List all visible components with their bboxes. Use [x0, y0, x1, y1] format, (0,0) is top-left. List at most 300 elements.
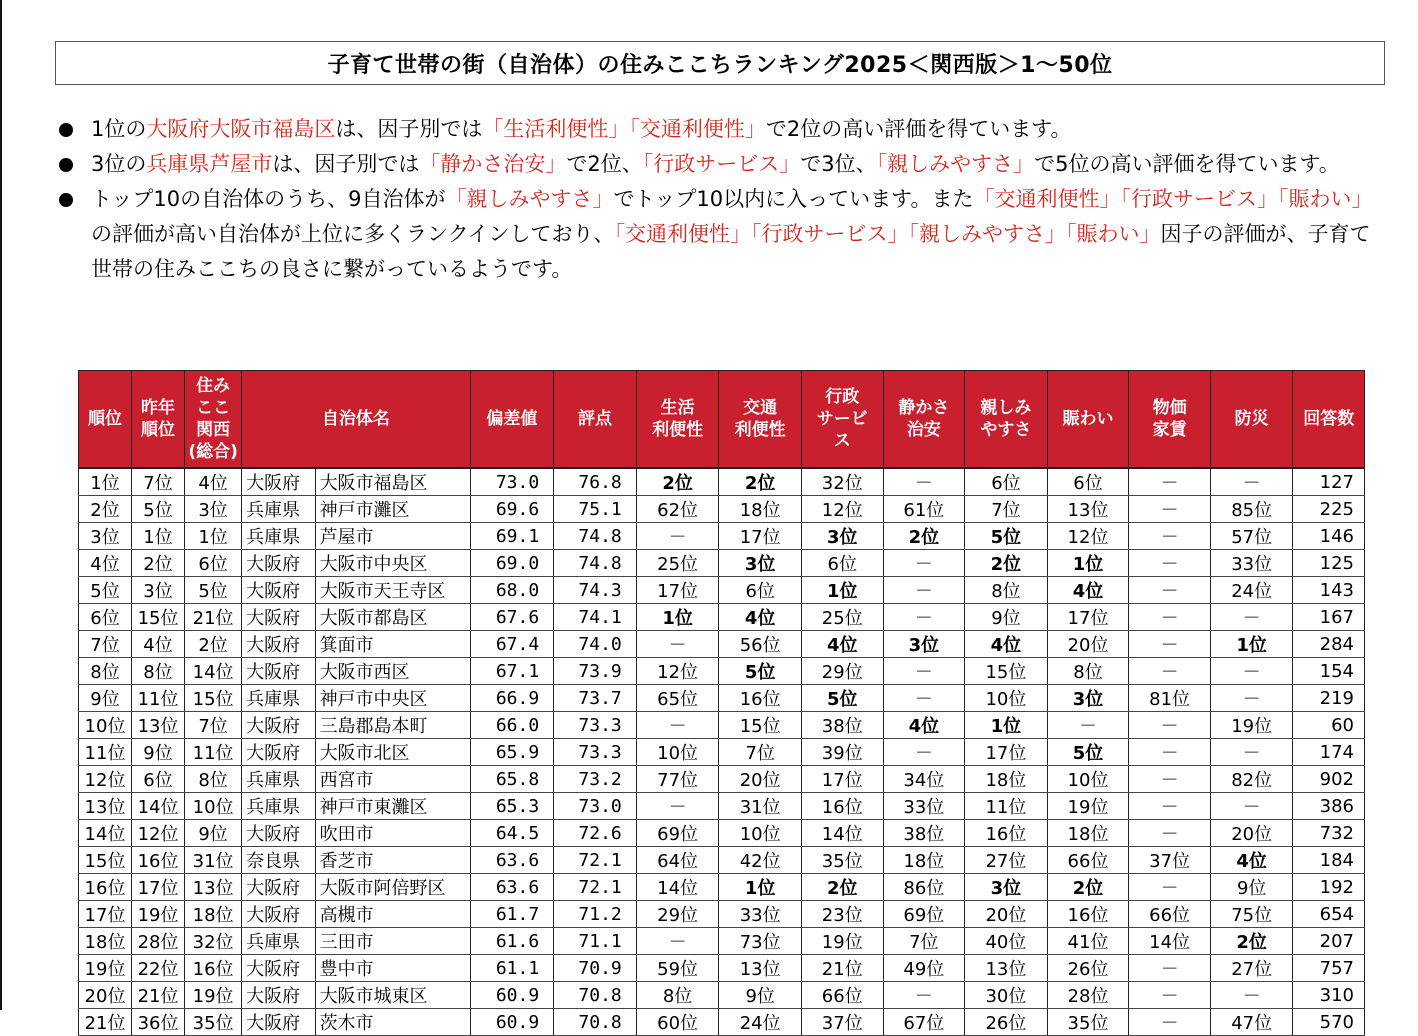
table-cell: 74.3	[554, 577, 637, 604]
table-cell: 17位	[636, 577, 719, 604]
table-cell: 284	[1293, 631, 1365, 658]
table-cell: 67.4	[470, 631, 554, 658]
table-cell: －	[1210, 658, 1293, 685]
table-cell: －	[1129, 766, 1211, 793]
table-row	[79, 847, 1365, 874]
table-header	[79, 371, 1365, 469]
bullet-text: の評価が高い自治体が上位に多くランクインしており、	[91, 222, 615, 246]
table-cell: 192	[1293, 874, 1365, 901]
table-cell: 757	[1293, 955, 1365, 982]
table-cell: 2位	[965, 550, 1048, 577]
table-cell: 62位	[636, 496, 719, 523]
table-cell: 60.9	[470, 982, 554, 1009]
table-cell: 茨木市	[315, 1009, 470, 1036]
table-cell: 167	[1293, 604, 1365, 631]
table-cell: 25位	[636, 550, 719, 577]
table-cell: －	[1210, 982, 1293, 1009]
table-cell: 37位	[801, 1009, 883, 1036]
table-cell: 76.8	[554, 468, 637, 496]
table-cell: 大阪府	[242, 874, 315, 901]
table-cell: －	[883, 577, 965, 604]
table-cell: 19位	[79, 955, 132, 982]
bullet-text: 3位の	[91, 152, 147, 176]
table-cell: 32位	[801, 468, 883, 496]
table-cell: 兵庫県	[242, 523, 315, 550]
table-cell: 1位	[1047, 550, 1129, 577]
table-cell: 15位	[185, 685, 242, 712]
table-cell: －	[1129, 793, 1211, 820]
table-cell: 67.6	[470, 604, 554, 631]
table-cell: －	[1129, 712, 1211, 739]
table-row	[79, 766, 1365, 793]
column-header: 行政 サービ ス	[801, 371, 883, 469]
table-cell: 61位	[883, 496, 965, 523]
table-row	[79, 820, 1365, 847]
table-cell: 4位	[132, 631, 185, 658]
table-cell: 大阪市阿倍野区	[315, 874, 470, 901]
table-cell: 3位	[883, 631, 965, 658]
table-cell: 69.1	[470, 523, 554, 550]
table-cell: －	[636, 928, 719, 955]
table-cell: 16位	[132, 847, 185, 874]
table-cell: 72.1	[554, 847, 637, 874]
table-cell: 74.1	[554, 604, 637, 631]
table-row	[79, 577, 1365, 604]
table-cell: 73.0	[470, 468, 554, 496]
bullet-text: 因子の評価が、子育て世帯の住みここちの良さに繋がっているようです。	[91, 222, 1371, 281]
bullet-dot-icon	[59, 158, 73, 172]
table-cell: 13位	[1047, 496, 1129, 523]
table-cell: 2位	[1047, 874, 1129, 901]
table-row	[79, 712, 1365, 739]
table-cell: 大阪市都島区	[315, 604, 470, 631]
table-cell: 大阪府	[242, 820, 315, 847]
table-cell: 63.6	[470, 874, 554, 901]
table-cell: －	[1129, 496, 1211, 523]
table-row	[79, 739, 1365, 766]
column-header: 昨年 順位	[132, 371, 185, 469]
table-cell: 16位	[1047, 901, 1129, 928]
table-cell: 6位	[185, 550, 242, 577]
table-cell: 20位	[1047, 631, 1129, 658]
table-cell: 2位	[636, 468, 719, 496]
table-cell: 大阪府	[242, 1009, 315, 1036]
column-header: 賑わい	[1047, 371, 1129, 469]
table-cell: －	[1129, 631, 1211, 658]
table-cell: 神戸市灘区	[315, 496, 470, 523]
table-cell: 38位	[883, 820, 965, 847]
table-cell: 大阪市中央区	[315, 550, 470, 577]
table-cell: 35位	[185, 1009, 242, 1036]
highlight-text: 「生活利便性」「交通利便性」	[482, 117, 766, 141]
table-cell: 7位	[719, 739, 802, 766]
table-cell: －	[883, 604, 965, 631]
column-header: 静かさ 治安	[883, 371, 965, 469]
table-cell: 9位	[719, 982, 802, 1009]
table-cell: 香芝市	[315, 847, 470, 874]
table-cell: 6位	[719, 577, 802, 604]
table-row	[79, 901, 1365, 928]
table-cell: －	[883, 739, 965, 766]
table-cell: 6位	[79, 604, 132, 631]
table-cell: 16位	[185, 955, 242, 982]
table-cell: －	[1210, 604, 1293, 631]
table-cell: 3位	[965, 874, 1048, 901]
table-cell: 61.7	[470, 901, 554, 928]
table-cell: 26位	[965, 1009, 1048, 1036]
table-cell: 21位	[801, 955, 883, 982]
table-cell: 310	[1293, 982, 1365, 1009]
table-cell: 25位	[801, 604, 883, 631]
table-cell: 4位	[79, 550, 132, 577]
table-cell: 65.9	[470, 739, 554, 766]
table-cell: －	[1129, 468, 1211, 496]
table-cell: 40位	[965, 928, 1048, 955]
table-cell: 1位	[132, 523, 185, 550]
table-cell: 902	[1293, 766, 1365, 793]
table-cell: 20位	[1210, 820, 1293, 847]
bullet-text: で5位の高い評価を得ています。	[1034, 152, 1340, 176]
column-header: 回答数	[1293, 371, 1365, 469]
highlight-text: 「交通利便性」「行政サービス」「親しみやすさ」「賑わい」	[614, 222, 1161, 246]
highlight-text: 大阪府大阪市福島区	[146, 117, 336, 141]
table-cell: 4位	[719, 604, 802, 631]
table-cell: 60	[1293, 712, 1365, 739]
table-cell: 豊中市	[315, 955, 470, 982]
table-row	[79, 955, 1365, 982]
table-cell: 33位	[719, 901, 802, 928]
table-cell: 17位	[132, 874, 185, 901]
table-cell: 9位	[185, 820, 242, 847]
table-cell: 13位	[719, 955, 802, 982]
bullet-item	[55, 182, 1375, 287]
table-cell: 18位	[79, 928, 132, 955]
table-cell: 17位	[719, 523, 802, 550]
table-cell: 66.0	[470, 712, 554, 739]
table-cell: 732	[1293, 820, 1365, 847]
table-cell: 31位	[719, 793, 802, 820]
table-cell: 654	[1293, 901, 1365, 928]
table-cell: 3位	[79, 523, 132, 550]
table-cell: 35位	[1047, 1009, 1129, 1036]
table-cell: 3位	[185, 496, 242, 523]
table-cell: 兵庫県	[242, 685, 315, 712]
table-cell: 11位	[185, 739, 242, 766]
table-cell: 19位	[185, 982, 242, 1009]
bullet-item	[55, 112, 1375, 147]
table-cell: 西宮市	[315, 766, 470, 793]
table-cell: 4位	[801, 631, 883, 658]
table-cell: 27位	[1210, 955, 1293, 982]
table-cell: －	[1210, 685, 1293, 712]
table-cell: 7位	[79, 631, 132, 658]
table-cell: －	[883, 550, 965, 577]
table-cell: 10位	[965, 685, 1048, 712]
table-cell: 2位	[801, 874, 883, 901]
table-cell: －	[1210, 468, 1293, 496]
table-cell: 9位	[965, 604, 1048, 631]
table-cell: 31位	[185, 847, 242, 874]
table-cell: 21位	[79, 1009, 132, 1036]
bullet-dot-icon	[59, 123, 73, 137]
table-cell: 18位	[185, 901, 242, 928]
table-cell: 10位	[719, 820, 802, 847]
table-cell: 19位	[1047, 793, 1129, 820]
column-header: 評点	[554, 371, 637, 469]
table-cell: 6位	[1047, 468, 1129, 496]
table-cell: 61.1	[470, 955, 554, 982]
table-cell: 大阪市北区	[315, 739, 470, 766]
table-cell: 4位	[1210, 847, 1293, 874]
table-cell: 5位	[719, 658, 802, 685]
table-cell: －	[1129, 523, 1211, 550]
table-cell: 64.5	[470, 820, 554, 847]
table-cell: 29位	[801, 658, 883, 685]
table-cell: －	[883, 685, 965, 712]
table-cell: －	[883, 468, 965, 496]
table-cell: 16位	[801, 793, 883, 820]
table-cell: －	[1129, 820, 1211, 847]
table-cell: 8位	[1047, 658, 1129, 685]
table-cell: 69位	[883, 901, 965, 928]
table-cell: 高槻市	[315, 901, 470, 928]
table-row	[79, 604, 1365, 631]
table-cell: 20位	[79, 982, 132, 1009]
table-cell: 8位	[132, 658, 185, 685]
table-cell: 41位	[1047, 928, 1129, 955]
table-cell: 5位	[1047, 739, 1129, 766]
table-cell: 61.6	[470, 928, 554, 955]
table-cell: 2位	[719, 468, 802, 496]
table-cell: 33位	[1210, 550, 1293, 577]
table-cell: －	[1129, 604, 1211, 631]
bullet-text: で2位、	[566, 152, 643, 176]
table-row	[79, 468, 1365, 496]
table-cell: 65.8	[470, 766, 554, 793]
table-cell: 8位	[965, 577, 1048, 604]
table-cell: 57位	[1210, 523, 1293, 550]
table-cell: 125	[1293, 550, 1365, 577]
table-cell: 神戸市東灘区	[315, 793, 470, 820]
table-cell: 14位	[1129, 928, 1211, 955]
bullet-item	[55, 147, 1375, 182]
table-cell: －	[636, 712, 719, 739]
table-cell: 86位	[883, 874, 965, 901]
table-cell: 芦屋市	[315, 523, 470, 550]
table-cell: 75位	[1210, 901, 1293, 928]
table-cell: 19位	[132, 901, 185, 928]
table-cell: 14位	[132, 793, 185, 820]
table-cell: 74.8	[554, 523, 637, 550]
table-row	[79, 928, 1365, 955]
column-header: 親しみ やすさ	[965, 371, 1048, 469]
bullet-text: でトップ10以内に入っています。また	[613, 187, 974, 211]
table-cell: 1位	[185, 523, 242, 550]
table-cell: 2位	[132, 550, 185, 577]
table-cell: 10位	[1047, 766, 1129, 793]
table-cell: 15位	[79, 847, 132, 874]
highlight-text: 「交通利便性」「行政サービス」「賑わい」	[973, 187, 1373, 211]
table-cell: 66位	[1129, 901, 1211, 928]
table-cell: 2位	[883, 523, 965, 550]
table-cell: 37位	[1129, 847, 1211, 874]
table-cell: 66位	[801, 982, 883, 1009]
table-cell: －	[1129, 1009, 1211, 1036]
table-cell: 大阪府	[242, 739, 315, 766]
table-cell: 7位	[132, 468, 185, 496]
table-cell: 64位	[636, 847, 719, 874]
table-cell: －	[883, 658, 965, 685]
ranking-table	[78, 370, 1365, 1036]
table-cell: 11位	[79, 739, 132, 766]
table-cell: 33位	[883, 793, 965, 820]
highlight-text: 「親しみやすさ」	[876, 152, 1035, 176]
table-cell: 大阪府	[242, 982, 315, 1009]
table-cell: 32位	[185, 928, 242, 955]
table-cell: 34位	[883, 766, 965, 793]
table-cell: 大阪府	[242, 631, 315, 658]
table-cell: 17位	[965, 739, 1048, 766]
table-cell: 23位	[801, 901, 883, 928]
highlight-text: 「行政サービス」	[642, 152, 801, 176]
table-cell: 6位	[965, 468, 1048, 496]
table-cell: 3位	[1047, 685, 1129, 712]
table-cell: 28位	[1047, 982, 1129, 1009]
table-cell: 11位	[965, 793, 1048, 820]
table-cell: 73.9	[554, 658, 637, 685]
table-cell: 16位	[965, 820, 1048, 847]
table-cell: 69.0	[470, 550, 554, 577]
table-row	[79, 982, 1365, 1009]
table-cell: 71.2	[554, 901, 637, 928]
table-cell: 2位	[185, 631, 242, 658]
table-cell: 1位	[79, 468, 132, 496]
table-cell: 143	[1293, 577, 1365, 604]
table-cell: 56位	[719, 631, 802, 658]
table-cell: 30位	[965, 982, 1048, 1009]
table-cell: 72.6	[554, 820, 637, 847]
table-cell: 127	[1293, 468, 1365, 496]
table-cell: －	[1129, 577, 1211, 604]
table-cell: 1位	[636, 604, 719, 631]
table-cell: 10位	[185, 793, 242, 820]
table-cell: 38位	[801, 712, 883, 739]
table-cell: 146	[1293, 523, 1365, 550]
table-cell: 14位	[79, 820, 132, 847]
table-cell: 69.6	[470, 496, 554, 523]
table-cell: 21位	[185, 604, 242, 631]
table-row	[79, 523, 1365, 550]
table-cell: 67位	[883, 1009, 965, 1036]
table-cell: 7位	[965, 496, 1048, 523]
table-cell: 大阪府	[242, 901, 315, 928]
table-cell: 21位	[132, 982, 185, 1009]
table-cell: －	[1129, 982, 1211, 1009]
table-cell: 1位	[965, 712, 1048, 739]
table-cell: 18位	[965, 766, 1048, 793]
table-cell: 67.1	[470, 658, 554, 685]
table-cell: 73位	[719, 928, 802, 955]
table-cell: 16位	[79, 874, 132, 901]
table-cell: 16位	[719, 685, 802, 712]
table-cell: 60位	[636, 1009, 719, 1036]
summary-bullets	[55, 112, 1375, 287]
table-cell: 5位	[801, 685, 883, 712]
column-header: 順位	[79, 371, 132, 469]
highlight-text: 「親しみやすさ」	[445, 187, 614, 211]
table-cell: 8位	[636, 982, 719, 1009]
table-cell: 66位	[1047, 847, 1129, 874]
table-cell: 19位	[1210, 712, 1293, 739]
table-row	[79, 793, 1365, 820]
page-title: 子育て世帯の街（自治体）の住みここちランキング2025＜関西版＞1～50位	[55, 41, 1385, 85]
table-cell: 箕面市	[315, 631, 470, 658]
table-cell: 4位	[965, 631, 1048, 658]
table-cell: 兵庫県	[242, 793, 315, 820]
table-cell: 47位	[1210, 1009, 1293, 1036]
table-cell: 15位	[719, 712, 802, 739]
table-cell: 207	[1293, 928, 1365, 955]
table-cell: －	[1129, 874, 1211, 901]
table-cell: 65.3	[470, 793, 554, 820]
table-cell: 12位	[801, 496, 883, 523]
table-cell: 81位	[1129, 685, 1211, 712]
table-cell: －	[883, 982, 965, 1009]
table-cell: －	[636, 631, 719, 658]
table-cell: 49位	[883, 955, 965, 982]
column-header: 生活 利便性	[636, 371, 719, 469]
table-cell: 71.1	[554, 928, 637, 955]
table-cell: 13位	[185, 874, 242, 901]
table-row	[79, 685, 1365, 712]
left-border-rule	[0, 0, 2, 1010]
table-cell: 13位	[965, 955, 1048, 982]
table-cell: 29位	[636, 901, 719, 928]
table-cell: 570	[1293, 1009, 1365, 1036]
table-cell: 10位	[636, 739, 719, 766]
table-cell: 3位	[801, 523, 883, 550]
table-cell: －	[1047, 712, 1129, 739]
table-cell: 3位	[132, 577, 185, 604]
bullet-text: で3位、	[800, 152, 877, 176]
table-cell: 大阪府	[242, 604, 315, 631]
table-cell: 14位	[185, 658, 242, 685]
table-cell: 奈良県	[242, 847, 315, 874]
table-cell: 15位	[132, 604, 185, 631]
table-cell: 12位	[636, 658, 719, 685]
table-cell: 154	[1293, 658, 1365, 685]
table-cell: 三島郡島本町	[315, 712, 470, 739]
table-cell: 3位	[719, 550, 802, 577]
column-header: 物価 家賃	[1129, 371, 1211, 469]
table-cell: 42位	[719, 847, 802, 874]
table-cell: 9位	[1210, 874, 1293, 901]
table-cell: 2位	[79, 496, 132, 523]
table-cell: 大阪市城東区	[315, 982, 470, 1009]
table-cell: 68.0	[470, 577, 554, 604]
table-cell: 19位	[801, 928, 883, 955]
column-header: 防災	[1210, 371, 1293, 469]
table-cell: 兵庫県	[242, 766, 315, 793]
table-cell: 17位	[1047, 604, 1129, 631]
table-cell: 大阪府	[242, 955, 315, 982]
table-cell: 10位	[79, 712, 132, 739]
table-cell: 9位	[79, 685, 132, 712]
table-cell: 82位	[1210, 766, 1293, 793]
bullet-dot-icon	[59, 193, 73, 207]
table-row	[79, 631, 1365, 658]
table-cell: 6位	[801, 550, 883, 577]
